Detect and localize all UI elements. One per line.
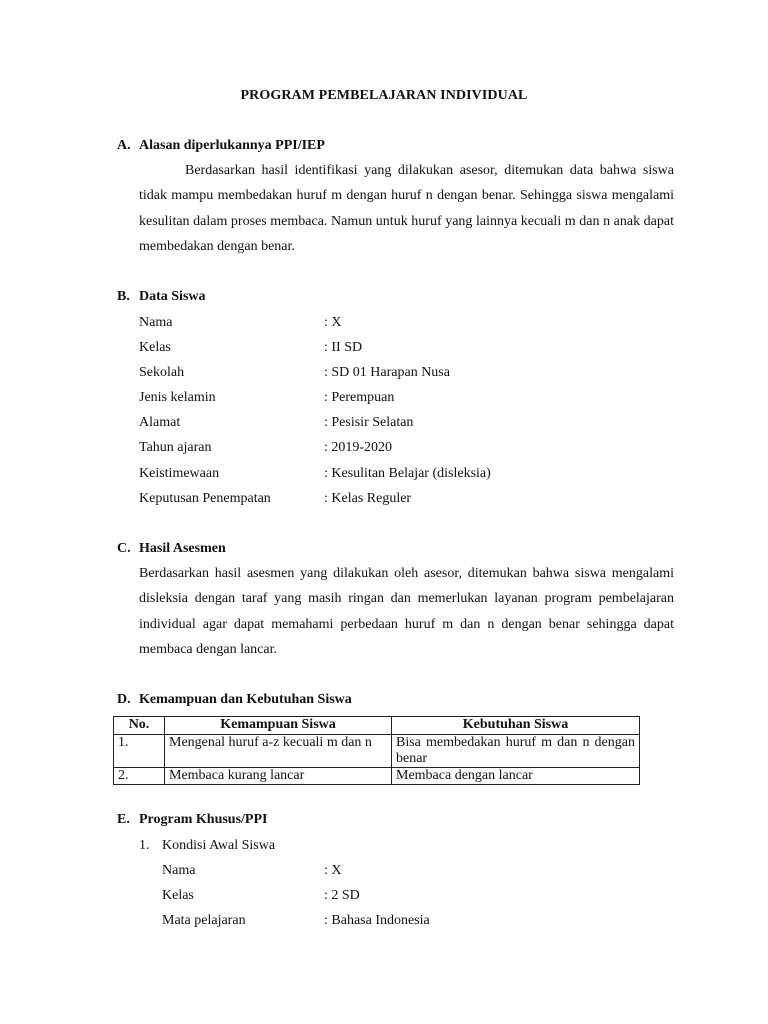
student-class-value: : II SD	[324, 340, 363, 355]
subject-value: : Bahasa Indonesia	[324, 913, 430, 928]
section-e-heading: Program Khusus/PPI	[139, 812, 268, 827]
subject-label: Mata pelajaran	[162, 913, 246, 928]
row-kebutuhan: Bisa membedakan huruf m dan n dengan benar	[392, 735, 640, 768]
row-kemampuan: Mengenal huruf a-z kecuali m dan n	[165, 735, 392, 768]
section-b-heading: Data Siswa	[139, 289, 206, 304]
row-number: 1.	[114, 735, 165, 768]
table-row	[114, 735, 640, 768]
student-gender-value: : Perempuan	[324, 390, 395, 405]
school-year-value: : 2019-2020	[324, 440, 393, 455]
section-c-heading: Hasil Asesmen	[139, 541, 226, 556]
student-address-value: : Pesisir Selatan	[324, 415, 414, 430]
section-a-heading: Alasan diperlukannya PPI/IEP	[139, 138, 325, 153]
school-year-label: Tahun ajaran	[139, 440, 212, 455]
row-number: 2.	[114, 768, 165, 785]
table-row	[114, 768, 640, 785]
student-name-value: : X	[324, 315, 342, 330]
specialty-label: Keistimewaan	[139, 466, 220, 481]
section-a-paragraph	[139, 158, 674, 259]
table-header-row	[114, 717, 640, 735]
section-a-paragraph-text: Berdasarkan hasil identifikasi yang dilakukan asesor, ditemukan data bahwa siswa tidak mampu membedakan huruf m dengan huruf n dengan benar. Sehingga siswa mengalami kesulitan dalam proses membaca. Namun untuk huruf yang lainnya kecuali m dan n anak dapat membedakan dengan benar.	[139, 163, 674, 254]
section-b-letter: B.	[117, 289, 130, 304]
section-c-letter: C.	[117, 541, 131, 556]
student-class-label: Kelas	[139, 340, 171, 355]
list-item-title: Kondisi Awal Siswa	[162, 838, 276, 853]
section-d-letter: D.	[117, 692, 131, 707]
initial-class-value: : 2 SD	[324, 888, 360, 903]
section-e-letter: E.	[117, 812, 130, 827]
placement-label: Keputusan Penempatan	[139, 491, 271, 506]
row-kemampuan: Membaca kurang lancar	[165, 768, 392, 785]
column-header-kemampuan: Kemampuan Siswa	[165, 717, 392, 735]
student-school-value: : SD 01 Harapan Nusa	[324, 365, 450, 380]
section-a-letter: A.	[117, 138, 131, 153]
initial-name-label: Nama	[162, 863, 196, 878]
section-d-heading: Kemampuan dan Kebutuhan Siswa	[139, 692, 352, 707]
row-kebutuhan: Membaca dengan lancar	[392, 768, 640, 785]
initial-class-label: Kelas	[162, 888, 194, 903]
list-item-number: 1.	[139, 838, 150, 853]
initial-name-value: : X	[324, 863, 342, 878]
abilities-needs-table	[113, 716, 640, 785]
column-header-no: No.	[114, 717, 165, 735]
student-address-label: Alamat	[139, 415, 181, 430]
column-header-kebutuhan: Kebutuhan Siswa	[392, 717, 640, 735]
placement-value: : Kelas Reguler	[324, 491, 412, 506]
student-school-label: Sekolah	[139, 365, 185, 380]
specialty-value: : Kesulitan Belajar (disleksia)	[324, 466, 491, 481]
section-c-paragraph: Berdasarkan hasil asesmen yang dilakukan oleh asesor, ditemukan bahwa siswa mengalami disleksia dengan taraf yang masih ringan dan memerlukan layanan program pembelajaran individual agar dapat memahami perbedaan huruf m dan n dengan benar sehingga dapat membaca dengan lancar.	[139, 566, 674, 657]
student-gender-label: Jenis kelamin	[139, 390, 216, 405]
document-title: PROGRAM PEMBELAJARAN INDIVIDUAL	[240, 88, 528, 103]
student-name-label: Nama	[139, 315, 173, 330]
